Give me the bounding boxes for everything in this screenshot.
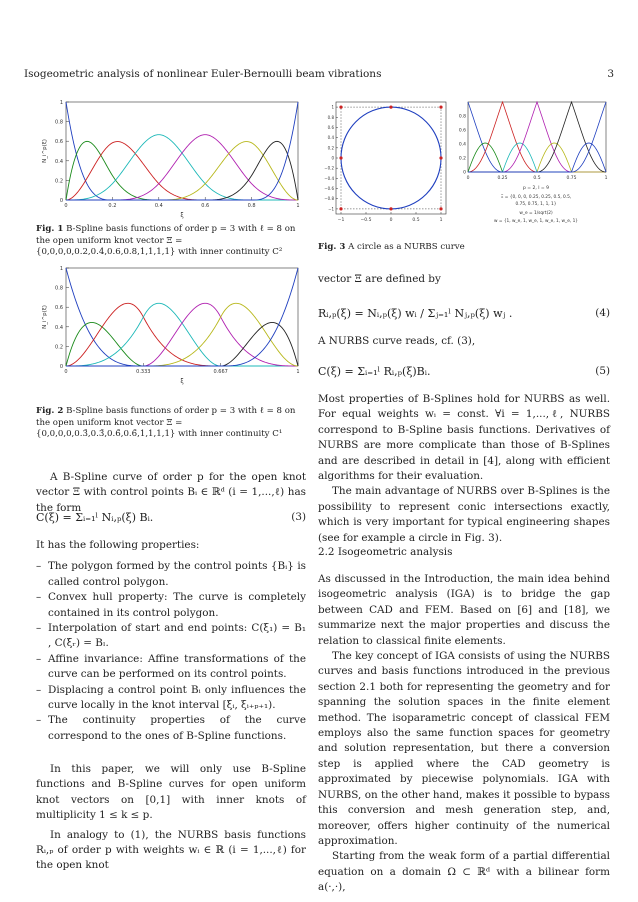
nurbs-basis-frame	[468, 102, 606, 172]
equation-4	[318, 298, 610, 328]
y-tick-label: −1	[328, 206, 334, 212]
y-tick-label: 0.8	[458, 114, 466, 120]
y-tick-label: 0.6	[55, 305, 63, 312]
figure-2-plot	[36, 262, 306, 388]
iga-key-concept-paragraph: The key concept of IGA consists of using the NURBS curves and basis functions introduced in the previous section 2.1 both for representing the geometry and for spanning the solution spaces in the finite element method. The isoparametric concept of classical FEM employs also the same function spaces for geometry and solution representation, but there a conversion step is applied where the CAD geometry is approximated by piecewise polynomials. IGA with NURBS, on the other hand, makes it possible to bypass this conversion and mesh generation step, and, moreover, offers higher continuity of the numerical approximation.	[318, 650, 610, 847]
y-tick-label: 0.2	[55, 178, 63, 185]
y-tick-label: 0.6	[327, 124, 334, 130]
open-knot-paragraph: In this paper, we will only use B-Spline functions and B-Spline curves for open uniform knot vectors on [0,1] with inner knots of multiplicity 1 ≤ k ≤ p.	[36, 763, 306, 822]
y-tick-label: 0	[331, 155, 334, 161]
control-point	[439, 156, 442, 159]
nurbs-basis-curve	[468, 143, 606, 172]
nurbs-properties-paragraph: Most properties of B-Splines hold for NURBS as well. For equal weights wᵢ = const. ∀i = 1,...,ℓ, NURBS correspond to B-Spline basis functions. Derivatives of NURBS are more complicate than those of B-Splines and are described in detail in [4], along with efficient algorithms for their evaluation.	[318, 393, 610, 483]
basis-curve	[66, 268, 298, 366]
nurbs-basis-curve	[468, 143, 606, 172]
y-tick-label: 0.8	[55, 119, 63, 126]
y-tick-label: 0.2	[458, 156, 466, 162]
y-tick-label: 0	[59, 198, 63, 204]
figure-2-label: Fig. 2	[36, 406, 64, 416]
y-axis-label: N_i^p(ξ)	[42, 139, 48, 163]
property-item: – Affine invariance: Affine transformations of the curve can be performed on its control points.	[36, 652, 306, 683]
x-tick-label: 0.2	[108, 203, 117, 209]
annotation-order: p = 2, l = 9	[523, 186, 549, 191]
control-point	[339, 156, 342, 159]
basis-curve	[66, 141, 298, 200]
x-tick-label: 0.25	[497, 176, 508, 181]
nurbs-curve-reads: A NURBS curve reads, cf. (3),	[318, 335, 476, 347]
x-tick-label: 0.4	[154, 203, 163, 209]
basis-curve	[66, 142, 298, 200]
y-tick-label: 0.8	[327, 114, 334, 120]
y-tick-label: 1	[331, 104, 334, 110]
figure-1-plot	[36, 96, 306, 222]
annotation-knot-vector: Ξ = {0, 0, 0, 0.25, 0.25, 0.5, 0.5,	[500, 195, 572, 200]
figure-3-caption-text: A circle as a NURBS curve	[348, 242, 465, 252]
figure-3	[318, 96, 610, 228]
basis-curve	[66, 102, 298, 200]
equation-3	[36, 502, 306, 532]
y-tick-label: 0.2	[55, 344, 63, 351]
nurbs-circle	[341, 107, 441, 209]
x-axis-label: ξ	[180, 378, 184, 385]
y-tick-label: 0.8	[55, 285, 63, 292]
y-tick-label: 0.2	[327, 145, 334, 151]
equation-5-number: (5)	[595, 365, 610, 377]
x-tick-label: 0	[64, 369, 68, 375]
basis-curve	[66, 102, 298, 200]
x-tick-label: 0.8	[247, 203, 256, 209]
x-tick-label: 0.5	[412, 218, 420, 223]
nurbs-basis-curve	[468, 102, 606, 172]
figure-1-caption	[36, 224, 306, 259]
section-heading: 2.2 Isogeometric analysis	[318, 546, 453, 558]
y-tick-label: 0.4	[55, 324, 63, 331]
knot-vector-defined: vector Ξ are defined by	[318, 273, 441, 285]
y-tick-label: −0.2	[324, 165, 334, 171]
y-tick-label: 1	[59, 100, 63, 106]
control-point	[389, 105, 392, 108]
bspline-curve-definition: A B-Spline curve of order p for the open knot vector Ξ with control points Bᵢ ∈ ℝᵈ (i = 1,...,ℓ) has the form	[36, 471, 306, 514]
y-tick-label: 0	[59, 364, 63, 370]
property-item: – Displacing a control point Bᵢ only influences the curve locally in the knot interval [ξᵢ, ξᵢ₊ₚ₊₁).	[36, 683, 306, 714]
y-tick-label: 1	[59, 266, 63, 272]
x-tick-label: 0.75	[566, 176, 577, 181]
figure-3-caption	[318, 242, 610, 254]
property-item: – Interpolation of start and end points: C(ξ₁) = B₁ , C(ξᵣ) = Bₗ.	[36, 621, 306, 652]
nurbs-basis-curve	[468, 102, 606, 172]
x-tick-label: −1	[337, 218, 345, 223]
control-point	[339, 105, 342, 108]
nurbs-basis-curve	[468, 102, 606, 172]
control-point	[339, 207, 342, 210]
figure-1-caption-text: B-Spline basis functions of order p = 3 with ℓ = 8 on the open uniform knot vector Ξ = {0,0,0,0,0.2,0.4,0.6,0.8,1,1,1,1} with inner continuity C²	[36, 224, 296, 257]
nurbs-basis-curve	[468, 143, 606, 172]
y-tick-label: −0.8	[324, 196, 334, 202]
x-tick-label: 0.333	[136, 369, 151, 375]
properties-list	[36, 559, 306, 744]
annotation-weight: w_e = 1/sqrt(2)	[519, 211, 553, 216]
basis-curve	[66, 268, 298, 366]
figure-3-label: Fig. 3	[318, 242, 346, 252]
x-tick-label: 0.6	[201, 203, 210, 209]
equation-5-body: C(ξ) = Σᵢ₌₁ˡ Rᵢ,ₚ(ξ)Bᵢ.	[318, 364, 431, 378]
nurbs-basis-curve	[468, 143, 606, 172]
x-tick-label: 0	[64, 203, 68, 209]
equation-3-body: C(ξ) = Σᵢ₌₁ˡ Nᵢ,ₚ(ξ) Bᵢ.	[36, 510, 154, 524]
basis-curve	[66, 142, 298, 200]
circle-plot-frame	[336, 102, 446, 214]
right-paragraph-4	[318, 572, 610, 896]
basis-curve	[66, 135, 298, 200]
x-tick-label: 1	[296, 369, 300, 375]
page-number: 3	[607, 68, 614, 80]
x-tick-label: 1	[439, 218, 443, 223]
basis-curve	[66, 303, 298, 366]
right-paragraph-1	[318, 272, 610, 287]
basis-curve	[66, 135, 298, 200]
annotation-knot-vector-cont: 0.75, 0.75, 1, 1, 1}	[515, 202, 557, 207]
x-axis-label: ξ	[180, 212, 184, 219]
equation-4-number: (4)	[595, 307, 610, 319]
x-tick-label: 0	[466, 176, 470, 181]
y-tick-label: 0	[463, 170, 466, 176]
property-item: – The polygon formed by the control points {Bᵢ} is called control polygon.	[36, 559, 306, 590]
y-tick-label: 0.4	[55, 158, 63, 165]
page-header	[24, 68, 614, 84]
right-paragraph-2	[318, 334, 610, 349]
properties-block	[36, 538, 306, 744]
running-title: Isogeometric analysis of nonlinear Euler-Bernoulli beam vibrations	[24, 68, 382, 80]
figure-2	[36, 262, 306, 388]
right-paragraph-3	[318, 392, 610, 546]
y-tick-label: 0.6	[458, 128, 466, 134]
x-tick-label: 1	[296, 203, 300, 209]
y-tick-label: −0.4	[324, 175, 334, 181]
nurbs-intro-paragraph: In analogy to (1), the NURBS basis functions Rᵢ,ₚ of order p with weights wᵢ ∈ ℝ (i = 1,...,ℓ) for the open knot	[36, 828, 306, 872]
nurbs-advantage-paragraph: The main advantage of NURBS over B-Splines is the possibility to represent conic intersections exactly, which is very important for typical engineering shapes (see for example a circle in Fig. 3).	[318, 485, 610, 544]
left-paragraph-2	[36, 762, 306, 874]
property-item: – The continuity properties of the curve correspond to the ones of B-Spline functions.	[36, 713, 306, 744]
equation-4-body: Rᵢ,ₚ(ξ) = Nᵢ,ₚ(ξ) wᵢ / Σⱼ₌₁ˡ Nⱼ,ₚ(ξ) wⱼ .	[318, 306, 513, 320]
equation-5	[318, 356, 610, 386]
x-tick-label: 0.667	[213, 369, 228, 375]
figure-3-plot	[318, 96, 610, 228]
basis-curve	[66, 303, 298, 366]
weak-form-paragraph: Starting from the weak form of a partial differential equation on a domain Ω ⊂ ℝᵈ with a bilinear form a(·,·),	[318, 850, 610, 894]
y-tick-label: 0.6	[55, 139, 63, 146]
control-point	[439, 105, 442, 108]
figure-2-caption-text: B-Spline basis functions of order p = 3 with ℓ = 8 on the open uniform knot vector Ξ = {0,0,0,0,0.3̄,0.3̄,0.6̄,0.6̄,1,1,1,1} with inner continuity C¹	[36, 406, 296, 439]
y-tick-label: −0.6	[324, 186, 334, 192]
plot-frame	[66, 102, 298, 200]
figure-1	[36, 96, 306, 222]
plot-frame	[66, 268, 298, 366]
iga-intro-paragraph: As discussed in the Introduction, the main idea behind isogeometric analysis (IGA) is to bridge the gap between CAD and FEM. Based on [6] and [18], we summarize next the major properties and discuss the relation to classical finite elements.	[318, 573, 610, 647]
property-item: – Convex hull property: The curve is completely contained in its control polygon.	[36, 590, 306, 621]
y-tick-label: 0.4	[458, 142, 466, 148]
x-tick-label: 0.5	[533, 176, 541, 181]
basis-curve	[66, 303, 298, 366]
nurbs-basis-curve	[468, 102, 606, 172]
y-tick-label: 0.4	[327, 135, 334, 141]
equation-3-number: (3)	[291, 511, 306, 523]
basis-curve	[66, 303, 298, 366]
properties-intro: It has the following properties:	[36, 539, 200, 551]
basis-curve	[66, 141, 298, 200]
x-tick-label: 0	[389, 218, 393, 223]
control-point	[439, 207, 442, 210]
x-tick-label: −0.5	[360, 218, 372, 223]
y-axis-label: N_i^p(ξ)	[42, 305, 48, 329]
nurbs-basis-curve	[468, 102, 606, 172]
control-point	[389, 207, 392, 210]
annotation-weights: w = {1, w_e, 1, w_e, 1, w_e, 1, w_e, 1}	[493, 219, 579, 224]
figure-1-label: Fig. 1	[36, 224, 64, 234]
x-tick-label: 1	[604, 176, 608, 181]
figure-2-caption	[36, 406, 306, 441]
